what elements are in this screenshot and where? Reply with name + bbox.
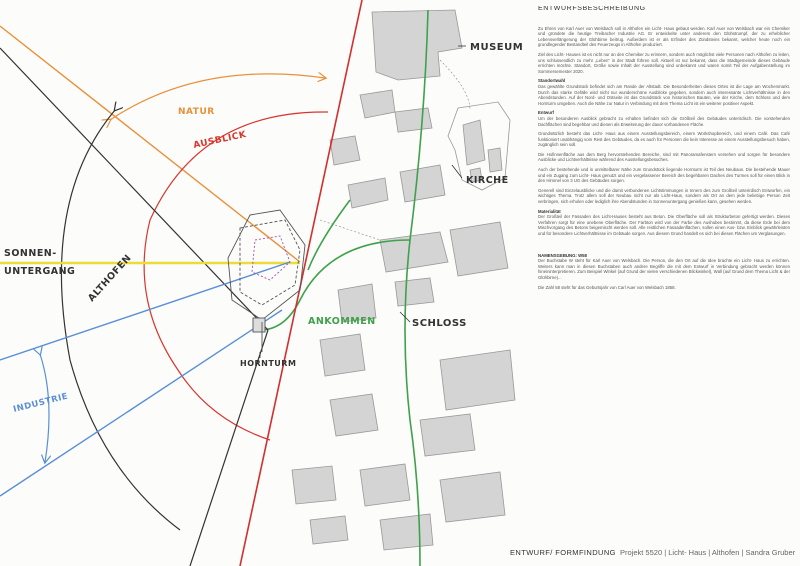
althofen-rays: [0, 48, 268, 566]
building-block-1: [348, 178, 388, 208]
building-kirche-nave: [488, 148, 502, 172]
heading-namensgebung: NAMENSGEBUNG: W58: [538, 252, 587, 258]
natur-arc: [110, 74, 325, 120]
building-footprint: [228, 210, 305, 352]
material-paragraph: Der Großteil der Fassaden des Licht-Hauses besteht aus Beton. Die Oberfläche soll als Strukturbeton gefertigt werden. Dieses Verfahren sorgt für eine unebene Oberfläche. Der Farbton wird von der Farbe des Aushubes bestimmt, da diese Erde bei dem Mischvorgang des Betons beigemischt werden soll. Alle restlichen Fassadenflächen, sollen einen Aus- bzw. Einblick gewährleisten und für besondere Lichtverhältnisse im Gebäude sorgen. Aus diesem Grund handelt es sich bei diesen Flächen um Verglasungen.: [538, 214, 790, 236]
description-panel: [538, 6, 790, 540]
industrie-rays: [0, 262, 290, 496]
label-natur: NATUR: [178, 107, 215, 117]
building-block-7: [420, 414, 475, 456]
building-small-1: [360, 90, 395, 118]
zahl-paragraph: Die Zahl 58 steht für das Geburtsjahr von Carl Auer von Welsbach 1858.: [538, 284, 676, 290]
buildings: [292, 10, 515, 550]
building-block-2: [400, 165, 445, 202]
heading-entwurf: Entwurf: [538, 110, 554, 116]
building-block-10: [440, 472, 505, 522]
entwurf-paragraph-3: Die Hofinnenfläche aus dem Berg hervorstehenden Bereiche, sind mit Panoramafenstern versehen und sorgen für besondere Ausblicke und Lichtverhältnisse während des Ausstellungsbesuches.: [538, 151, 790, 163]
building-block-11: [310, 516, 348, 544]
building-block-5: [440, 350, 515, 410]
label-schloss: SCHLOSS: [412, 318, 467, 329]
label-museum: MUSEUM: [470, 42, 524, 53]
building-block-9: [360, 464, 410, 506]
label-althofen: ALTHOFEN: [86, 252, 134, 305]
building-schloss-1: [380, 232, 448, 272]
building-museum: [372, 10, 462, 80]
label-kirche: KIRCHE: [466, 175, 509, 186]
standort-paragraph: Das gewählte Grundstück befindet sich am Rande der Altstadt. Die Besonderheiten dieses Ortes ist die Lage am Wochenmarkt. Durch das starke Gefälle wird nicht nur wunderschöne Ausblicke gegeben, sondern auch interessante Lichtverhältnisse in den Abendstunden. Auf der Nord- und Ostseite ist das Grundstück von historischen Bauten, wie der Kirche, dem Schloss und dem Hornturm umgeben. Auch die Nähe zur Natur in Verbindung mit dem Thema Licht ist ein weiterer positiver Aspekt.: [538, 83, 790, 106]
entwurf-paragraph-1: Um der besonderen Ausblick gebracht zu erhalten befindet sich die Größteil des Gebäudes unterirdisch. Die vorstehenden Dachflächen sind begehbar und dienen als Erweiterung der davor vorhandenen Fläche.: [538, 115, 790, 127]
label-hornturm: HORNTURM: [240, 359, 297, 368]
label-sonnen: SONNEN-: [4, 248, 57, 259]
building-block-4: [320, 334, 365, 376]
label-industrie: INDUSTRIE: [12, 391, 70, 415]
entwurf-paragraph-2: Grundsätzlich besteht das Licht- Haus aus einem Ausstellungsbereich, einem Workshopbereich, und einem Café. Das Café funktioniert unabhängig vom Rest des Gebäudes, da es auch für Personen die kein Interesse an einem Ausstellungsbesuch haben, zugänglich sein soll.: [538, 131, 790, 148]
label-untergang: UNTERGANG: [4, 266, 76, 277]
namens-paragraph: Der Buchstabe W steht für Karl Auer von Welsbach. Die Person, die den Ort auf die Idee brachte ein Licht- Haus zu errichten. Weiters kann man in diesen Buchstaben auch andere Begriffe die mit dem Entwurf in Verbindung gebracht werden können hineininterpretieren. Zum Beispiel Winkel (auf Grund der vielen verschiedenen Blickwinkel), Wall (auf Grund dem Thema Licht & der Glühbirne)...: [538, 258, 790, 280]
natur-ray: [0, 26, 300, 262]
entwurf-paragraph-4: Auch der bestehende und in unmittelbarer Nähe zum Grundstück liegende Hornturm ist Teil des Neubaus. Die bestehende Mauer und ein Zugang zum Licht- Haus genutzt und ein vergelassener Bereich des begehbaren Daches des Turmes soll für einen Blick in den Himmel von 3 UG des Gebäudes sorgen.: [538, 167, 790, 184]
building-block-6: [330, 394, 378, 436]
footer-project-info: Projekt 5520 | Licht- Haus | Althofen | Sandra Gruber: [620, 548, 796, 557]
building-schloss-2: [450, 222, 508, 276]
intro-paragraph-1: Zu Ehren von Karl Auer von Welsbach soll in Althofen ein Licht- Haus gebaut werden. Karl Auer von Welsbach war ein Chemiker und gründete die heutige Treibacher Industrie AG. Er entwickelte unter anderem den Glühstrumpf, der zu erheblicher Lebensverlängerung der Glühbirne beitrug. Außerdem ist er als Erfinder des Zündsteins bekannt, welcher heute noch ein grundlegender Bestandteil des Feuerzeugs in Althofen produziert.: [538, 25, 790, 48]
building-small-2: [330, 136, 360, 165]
heading-standort: Standortwahl: [538, 78, 566, 84]
label-ankommen: ANKOMMEN: [308, 316, 376, 327]
althofen-arc: [61, 110, 180, 530]
panel-title: ENTWURFSBESCHREIBUNG: [538, 6, 646, 12]
label-ausblick: AUSBLICK: [192, 129, 248, 151]
heading-materialitaet: Materialität: [538, 208, 561, 214]
footer-section-title: ENTWURF/ FORMFINDUNG: [510, 548, 616, 557]
building-block-12: [380, 514, 433, 550]
entwurf-paragraph-5: Generell sind Einzelausblicke und die damit verbundenen Lichtstimmungen in Innern des zum Großteil unterirdisch Entworfen, ein wichtiges Thema. Trotz allem soll der Neubau nicht nur als Licht-Haus, sondern als Ort an dem jede beliebige Person Zeit verbringen, sich erholen oder lediglich ihre Abendstunden in Sonnenuntergang genießen kann, gesehen werden.: [538, 187, 790, 205]
intro-paragraph-2: Ziel des Licht- Hauses ist es nicht nur an den Chemiker zu erinnern, sondern auch möglichst viele Personen nach Althofen zu leiten, uns schlussendlich zu mehr „Leben“ in der Stadt führen soll. Aktuell ist nur bekannt, dass die Stadtgemeinde dieses Gebäude errichten möchte. Standort, Größe sowie Inhalt der Ausstellung sind unbekannt und waren somit Teil der Aufgabenstellung im Sommersemester 2020.: [538, 51, 790, 74]
footer: [510, 548, 800, 562]
building-schloss-3: [395, 278, 434, 306]
building-block-8: [292, 466, 336, 504]
building-small-3: [395, 108, 432, 132]
